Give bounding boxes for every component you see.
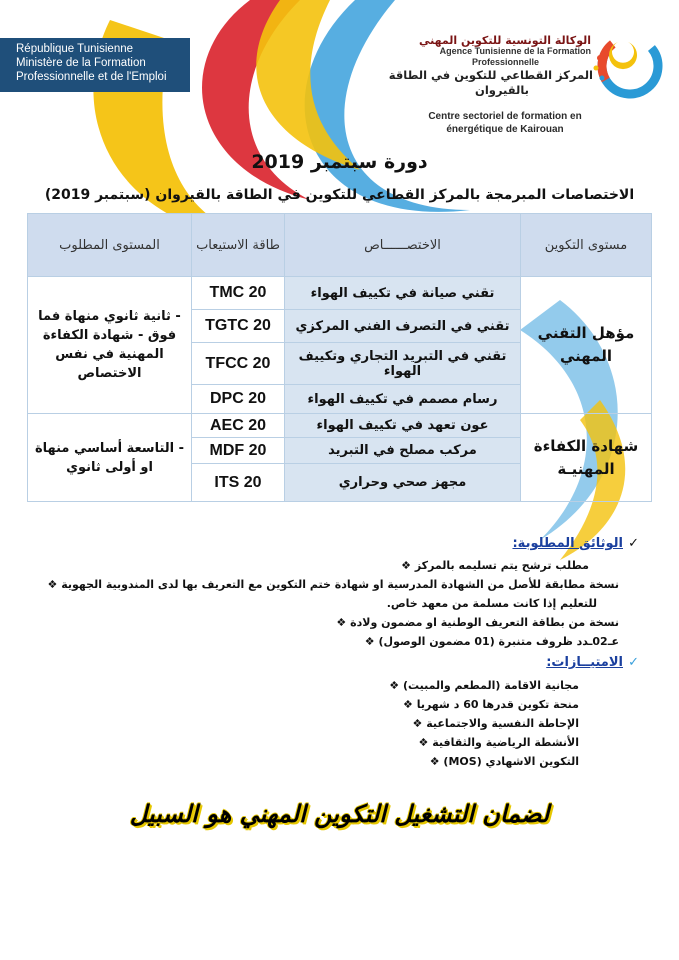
ministry-line-2: Ministère de la Formation [16, 57, 146, 69]
diamond-bullet-icon: ❖ [336, 616, 347, 629]
documents-list [0, 556, 619, 656]
specialty-cell: عون تعهد في تكييف الهواء [285, 414, 521, 438]
programs-subtitle: الاختصاصات المبرمجة بالمركز القطاعي للتكوين في الطاقة بالقيروان (سبتمبر 2019) [44, 187, 635, 203]
checkmark-icon: ✓ [628, 655, 639, 670]
agency-name-arabic: الوكالة التونسية للتكوين المهني [419, 34, 591, 47]
checkmark-icon: ✓ [628, 536, 639, 551]
capacity-cell: 20 AEC [192, 414, 285, 438]
list-item: مطلب ترشح يتم تسليمه بالمركز ❖ [399, 556, 589, 575]
ministry-line-3: Professionnelle et de l'Emploi [16, 71, 167, 83]
table-row [28, 414, 652, 438]
session-title: دورة سبتمبر 2019 [251, 151, 428, 173]
atfp-logo [588, 28, 666, 102]
programs-table [27, 213, 652, 502]
diamond-bullet-icon: ❖ [402, 698, 413, 711]
list-item: نسخة من بطاقة التعريف الوطنية او مضمون ولادة ❖ [334, 613, 619, 632]
specialty-cell: تقني في التبريد التجاري وتكييف الهواء [285, 343, 521, 385]
list-item: الإحاطة النفسية والاجتماعية ❖ [410, 714, 579, 733]
center-city-arabic: بالقيروان [475, 83, 529, 97]
diamond-bullet-icon: ❖ [429, 755, 440, 768]
list-item: الأنشطة الرياضية والثقافية ❖ [416, 733, 579, 752]
diamond-bullet-icon: ❖ [412, 717, 423, 730]
center-fr-line-1: Centre sectoriel de formation en [428, 111, 582, 122]
capacity-cell: 20 TFCC [192, 343, 285, 385]
privileges-heading: الامتيــازات: [546, 655, 623, 670]
diamond-bullet-icon: ❖ [401, 559, 411, 572]
list-item: منحة تكوين قدرها 60 د شهريا ❖ [401, 695, 579, 714]
required-level-cell-cap: - التاسعة أساسي منهاة او أولى ثانوي [28, 414, 192, 502]
list-item: عـ02ـدد ظروف متنبرة (01 مضمون الوصول) ❖ [363, 632, 619, 651]
specialty-cell: تقني صيانة في تكييف الهواء [285, 277, 521, 310]
list-item: التكوين الاشهادي (MOS) ❖ [428, 752, 579, 771]
center-name-arabic: المركز القطاعي للتكوين في الطاقة [388, 68, 593, 82]
header-required-level: المستوى المطلوب [28, 214, 192, 277]
specialty-cell: رسام مصمم في تكييف الهواء [285, 385, 521, 414]
center-name-french [400, 110, 610, 136]
agency-name-french-2: Professionnelle [471, 57, 539, 67]
capacity-cell: 20 MDF [192, 438, 285, 464]
list-item: مجانية الاقامة (المطعم والمبيت) ❖ [387, 676, 579, 695]
list-item: نسخة مطابقة للأصل من الشهادة المدرسية او شهادة ختم التكوين مع التعريف بها لدى المندوبية الجهوية ❖ [45, 575, 619, 594]
table-row [28, 277, 652, 310]
capacity-cell: 20 TMC [192, 277, 285, 310]
specialty-cell: مركب مصلح في التبريد [285, 438, 521, 464]
specialty-cell: مجهز صحي وحراري [285, 464, 521, 502]
header-capacity: طاقة الاستيعاب [192, 214, 285, 277]
capacity-cell: 20 ITS [192, 464, 285, 502]
diamond-bullet-icon: ❖ [47, 578, 58, 591]
privileges-list [179, 676, 579, 776]
center-fr-line-2: énergétique de Kairouan [446, 124, 564, 135]
header-level: مستوى التكوين [521, 214, 652, 277]
capacity-cell: 20 TGTC [192, 310, 285, 343]
level-cell-btp: مؤهل التقني المهني [521, 277, 652, 414]
list-item-continuation: للتعليم إذا كانت مسلمة من معهد خاص. [386, 597, 597, 610]
table-header-row [28, 214, 652, 277]
capacity-cell: 20 DPC [192, 385, 285, 414]
ministry-line-1: République Tunisienne [16, 43, 134, 55]
specialty-cell: تقني في التصرف الفني المركزي [285, 310, 521, 343]
diamond-bullet-icon: ❖ [418, 736, 429, 749]
diamond-bullet-icon: ❖ [389, 679, 400, 692]
header-specialty: الاختصــــــاص [285, 214, 521, 277]
diamond-bullet-icon: ❖ [364, 635, 375, 648]
level-cell-cap: شهادة الكفاءة المهنيـة [521, 414, 652, 502]
slogan: لضمان التشغيل التكوين المهني هو السبيل [129, 800, 550, 828]
required-level-cell-btp: - ثانية ثانوي منهاة فما فوق - شهادة الكفاءة المهنية في نفس الاختصاص [28, 277, 192, 414]
documents-heading: الوثائق المطلوبة: [512, 536, 623, 551]
agency-name-french: Agence Tunisienne de la Formation [439, 46, 591, 56]
ministry-banner [0, 38, 190, 92]
